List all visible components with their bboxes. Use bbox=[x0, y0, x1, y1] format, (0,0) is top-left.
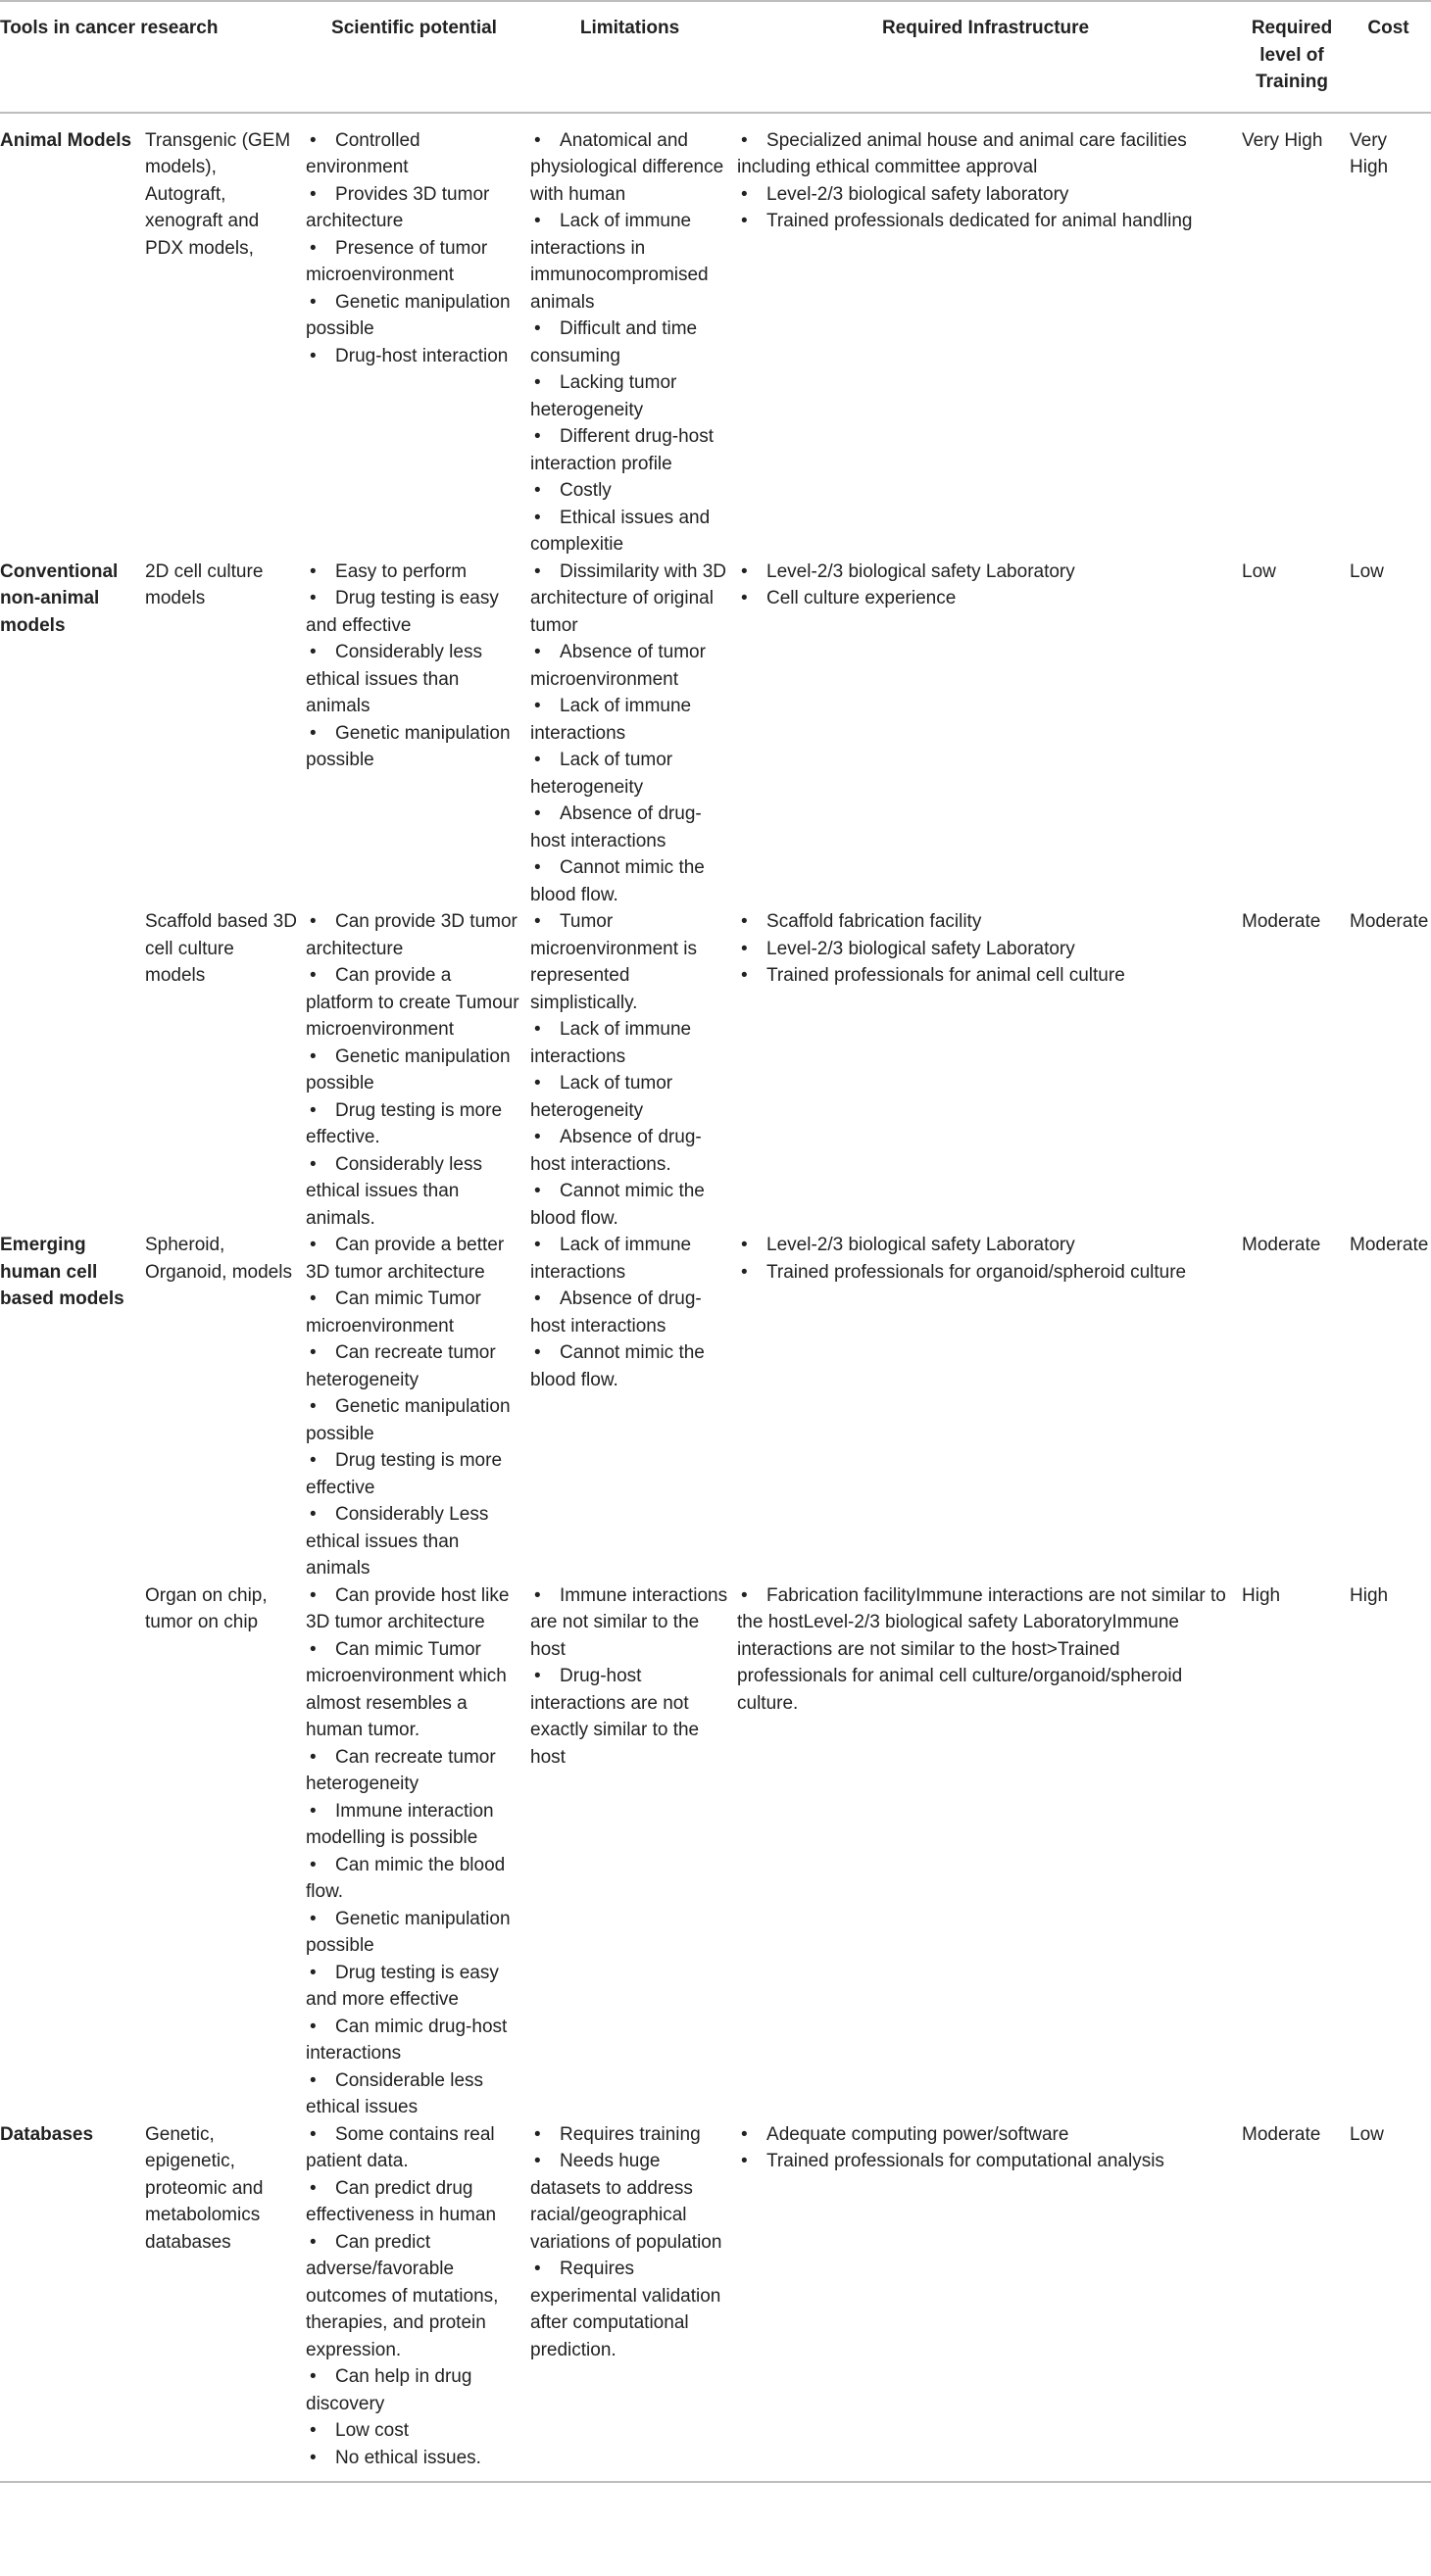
cost-cell: Very High bbox=[1350, 129, 1389, 177]
bullet-item: • Can mimic Tumor microenvironment bbox=[306, 1286, 522, 1339]
table-row bbox=[0, 908, 1431, 1232]
potential-cell bbox=[302, 2121, 526, 2483]
bullet-item: • Drug testing is more effective bbox=[306, 1447, 522, 1501]
header-limitations: Limitations bbox=[526, 1, 733, 113]
bullet-item: • Genetic manipulation possible bbox=[306, 1044, 522, 1097]
bullet-item: • Can provide 3D tumor architecture bbox=[306, 908, 522, 962]
bullet-item: • Lack of immune interactions in immunocompromised animals bbox=[530, 208, 729, 316]
bullet-item: • Level-2/3 biological safety Laboratory bbox=[737, 559, 1234, 586]
bullet-item: • Trained professionals for computational analysis bbox=[737, 2148, 1234, 2175]
bullet-item: • Considerably less ethical issues than animals. bbox=[306, 1151, 522, 1233]
bullet-item: • Dissimilarity with 3D architecture of original tumor bbox=[530, 559, 729, 640]
bullet-item: • Presence of tumor microenvironment bbox=[306, 235, 522, 289]
bullet-item: • Lack of immune interactions bbox=[530, 693, 729, 747]
bullet-item: • Costly bbox=[530, 477, 729, 505]
table-row bbox=[0, 1232, 1431, 1582]
model-cell: Organ on chip, tumor on chip bbox=[145, 1584, 268, 1632]
bullet-item: • Drug-host interaction bbox=[306, 343, 522, 370]
bullet-item: • Immune interaction modelling is possible bbox=[306, 1798, 522, 1852]
bullet-item: • Cannot mimic the blood flow. bbox=[530, 1178, 729, 1232]
bullet-list bbox=[530, 908, 729, 1232]
header-training: Required level of Training bbox=[1238, 1, 1346, 113]
bullet-list bbox=[306, 127, 522, 370]
bullet-item: • Lack of tumor heterogeneity bbox=[530, 747, 729, 801]
bullet-item: • Can predict drug effectiveness in human bbox=[306, 2175, 522, 2229]
bullet-item: • Can provide host like 3D tumor architecture bbox=[306, 1582, 522, 1636]
bullet-item: • Can mimic the blood flow. bbox=[306, 1852, 522, 1906]
limitations-cell bbox=[526, 1582, 733, 2121]
bullet-list bbox=[737, 908, 1234, 990]
cost-cell: Low bbox=[1346, 2121, 1431, 2483]
bullet-item: • Can predict adverse/favorable outcomes of mutations, therapies, and protein expression. bbox=[306, 2229, 522, 2364]
bullet-list bbox=[530, 1232, 729, 1393]
bullet-item: • Considerable less ethical issues bbox=[306, 2067, 522, 2121]
bullet-item: • Absence of drug-host interactions bbox=[530, 1286, 729, 1339]
bullet-list bbox=[530, 2121, 729, 2364]
potential-cell bbox=[302, 559, 526, 909]
bullet-list bbox=[737, 1232, 1234, 1286]
bullet-item: • Can recreate tumor heterogeneity bbox=[306, 1744, 522, 1798]
bullet-item: • Genetic manipulation possible bbox=[306, 289, 522, 343]
bullet-item: • No ethical issues. bbox=[306, 2445, 522, 2472]
category-cell: Emerging human cell based models bbox=[0, 1235, 124, 1309]
table-row bbox=[0, 2121, 1431, 2483]
infrastructure-cell bbox=[733, 1232, 1238, 1582]
bullet-item: • Provides 3D tumor architecture bbox=[306, 181, 522, 235]
bullet-item: • Absence of tumor microenvironment bbox=[530, 639, 729, 693]
bullet-item: • Can provide a platform to create Tumour microenvironment bbox=[306, 962, 522, 1044]
infrastructure-cell bbox=[733, 113, 1238, 559]
bullet-item: • Trained professionals for animal cell culture bbox=[737, 962, 1234, 990]
bullet-item: • Considerably Less ethical issues than animals bbox=[306, 1501, 522, 1582]
limitations-cell bbox=[526, 1232, 733, 1582]
cost-cell: Moderate bbox=[1350, 1235, 1429, 1255]
training-cell: Moderate bbox=[1238, 2121, 1346, 2483]
cost-cell: High bbox=[1350, 1584, 1389, 1606]
bullet-item: • Level-2/3 biological safety laboratory bbox=[737, 181, 1234, 209]
bullet-list bbox=[530, 559, 729, 909]
bullet-item: • Genetic manipulation possible bbox=[306, 720, 522, 774]
bullet-item: • Considerably less ethical issues than animals bbox=[306, 639, 522, 720]
potential-cell bbox=[302, 908, 526, 1232]
bullet-item: • Cell culture experience bbox=[737, 585, 1234, 612]
model-cell: 2D cell culture models bbox=[145, 560, 264, 608]
potential-cell bbox=[302, 1232, 526, 1582]
bullet-item: • Drug testing is more effective. bbox=[306, 1097, 522, 1151]
bullet-list bbox=[306, 1582, 522, 2121]
table-header-row bbox=[0, 1, 1431, 113]
bullet-item: • Requires experimental validation after computational prediction. bbox=[530, 2256, 729, 2363]
model-cell: Transgenic (GEM models), Autograft, xenograft and PDX models, bbox=[145, 129, 291, 259]
bullet-item: • Requires training bbox=[530, 2121, 729, 2149]
bullet-list bbox=[737, 2121, 1234, 2175]
bullet-item: • Can mimic drug-host interactions bbox=[306, 2014, 522, 2067]
infrastructure-cell bbox=[733, 908, 1238, 1232]
infrastructure-cell bbox=[733, 1582, 1238, 2121]
limitations-cell bbox=[526, 559, 733, 909]
header-potential: Scientific potential bbox=[302, 1, 526, 113]
limitations-cell bbox=[526, 2121, 733, 2483]
bullet-item: • Absence of drug-host interactions. bbox=[530, 1124, 729, 1178]
bullet-list bbox=[306, 559, 522, 774]
bullet-item: • Trained professionals dedicated for animal handling bbox=[737, 208, 1234, 235]
bullet-item: • Absence of drug-host interactions bbox=[530, 801, 729, 854]
potential-cell bbox=[302, 113, 526, 559]
bullet-list bbox=[530, 1582, 729, 1772]
bullet-list bbox=[306, 1232, 522, 1582]
category-cell: Animal Models bbox=[0, 129, 132, 151]
training-cell: Moderate bbox=[1242, 911, 1321, 932]
bullet-item: • Drug testing is easy and effective bbox=[306, 585, 522, 639]
bullet-item: • Lack of immune interactions bbox=[530, 1232, 729, 1286]
cost-cell: Moderate bbox=[1350, 911, 1429, 932]
bullet-item: • Controlled environment bbox=[306, 127, 522, 181]
bullet-list bbox=[306, 2121, 522, 2472]
bullet-item: • Lack of tumor heterogeneity bbox=[530, 1070, 729, 1124]
bullet-item: • Can help in drug discovery bbox=[306, 2363, 522, 2417]
table-row bbox=[0, 1582, 1431, 2121]
header-tools: Tools in cancer research bbox=[0, 1, 302, 113]
bullet-item: • Adequate computing power/software bbox=[737, 2121, 1234, 2149]
category-cell: Conventional non-animal models bbox=[0, 560, 119, 636]
bullet-item: • Low cost bbox=[306, 2417, 522, 2445]
category-cell: Databases bbox=[0, 2121, 141, 2483]
bullet-item: • Needs huge datasets to address racial/geographical variations of population bbox=[530, 2148, 729, 2256]
model-cell: Genetic, epigenetic, proteomic and metabolomics databases bbox=[141, 2121, 302, 2483]
bullet-item: • Scaffold fabrication facility bbox=[737, 908, 1234, 936]
bullet-item: • Lacking tumor heterogeneity bbox=[530, 369, 729, 423]
bullet-list bbox=[737, 559, 1234, 612]
category-cell bbox=[0, 1582, 141, 2121]
bullet-item: • Some contains real patient data. bbox=[306, 2121, 522, 2175]
bullet-item: • Drug-host interactions are not exactly similar to the host bbox=[530, 1663, 729, 1771]
bullet-item: • Cannot mimic the blood flow. bbox=[530, 1339, 729, 1393]
table-body bbox=[0, 113, 1431, 2483]
infrastructure-cell bbox=[733, 559, 1238, 909]
bullet-item: • Difficult and time consuming bbox=[530, 316, 729, 369]
bullet-item: • Can provide a better 3D tumor architecture bbox=[306, 1232, 522, 1286]
bullet-item: • Level-2/3 biological safety Laboratory bbox=[737, 1232, 1234, 1259]
bullet-item: • Cannot mimic the blood flow. bbox=[530, 854, 729, 908]
limitations-cell bbox=[526, 908, 733, 1232]
model-cell: Scaffold based 3D cell culture models bbox=[145, 911, 297, 986]
infrastructure-cell bbox=[733, 2121, 1238, 2483]
bullet-item: • Level-2/3 biological safety Laboratory bbox=[737, 936, 1234, 963]
bullet-item: • Genetic manipulation possible bbox=[306, 1393, 522, 1447]
bullet-item: • Drug testing is easy and more effective bbox=[306, 1960, 522, 2014]
bullet-list bbox=[737, 127, 1234, 235]
bullet-item: • Can recreate tumor heterogeneity bbox=[306, 1339, 522, 1393]
header-infrastructure: Required Infrastructure bbox=[733, 1, 1238, 113]
bullet-item: • Trained professionals for organoid/spheroid culture bbox=[737, 1259, 1234, 1287]
training-cell: Low bbox=[1242, 560, 1276, 582]
bullet-item: • Genetic manipulation possible bbox=[306, 1906, 522, 1960]
training-cell: Very High bbox=[1242, 129, 1323, 151]
bullet-item: • Immune interactions are not similar to the host bbox=[530, 1582, 729, 1664]
limitations-cell bbox=[526, 113, 733, 559]
bullet-item: • Fabrication facilityImmune interactions are not similar to the hostLevel-2/3 biological safety LaboratoryImmune interactions are not similar to the host>Trained professionals for animal cell culture/organoid/spheroid culture. bbox=[737, 1582, 1234, 1718]
training-cell: High bbox=[1242, 1584, 1281, 1606]
bullet-item: • Tumor microenvironment is represented simplistically. bbox=[530, 908, 729, 1016]
bullet-item: • Lack of immune interactions bbox=[530, 1016, 729, 1070]
bullet-item: • Anatomical and physiological difference with human bbox=[530, 127, 729, 209]
bullet-item: • Can mimic Tumor microenvironment which almost resembles a human tumor. bbox=[306, 1636, 522, 1744]
bullet-item: • Specialized animal house and animal care facilities including ethical committee approval bbox=[737, 127, 1234, 181]
header-cost: Cost bbox=[1346, 1, 1431, 113]
bullet-item: • Ethical issues and complexitie bbox=[530, 505, 729, 559]
bullet-list bbox=[530, 127, 729, 559]
model-cell: Spheroid, Organoid, models bbox=[145, 1235, 292, 1283]
bullet-item: • Different drug-host interaction profile bbox=[530, 423, 729, 477]
table-row bbox=[0, 559, 1431, 909]
table-row bbox=[0, 113, 1431, 559]
training-cell: Moderate bbox=[1242, 1235, 1321, 1255]
cost-cell: Low bbox=[1350, 560, 1384, 582]
potential-cell bbox=[302, 1582, 526, 2121]
category-cell bbox=[0, 908, 141, 1232]
bullet-list bbox=[737, 1582, 1234, 1718]
bullet-item: • Easy to perform bbox=[306, 559, 522, 586]
bullet-list bbox=[306, 908, 522, 1232]
